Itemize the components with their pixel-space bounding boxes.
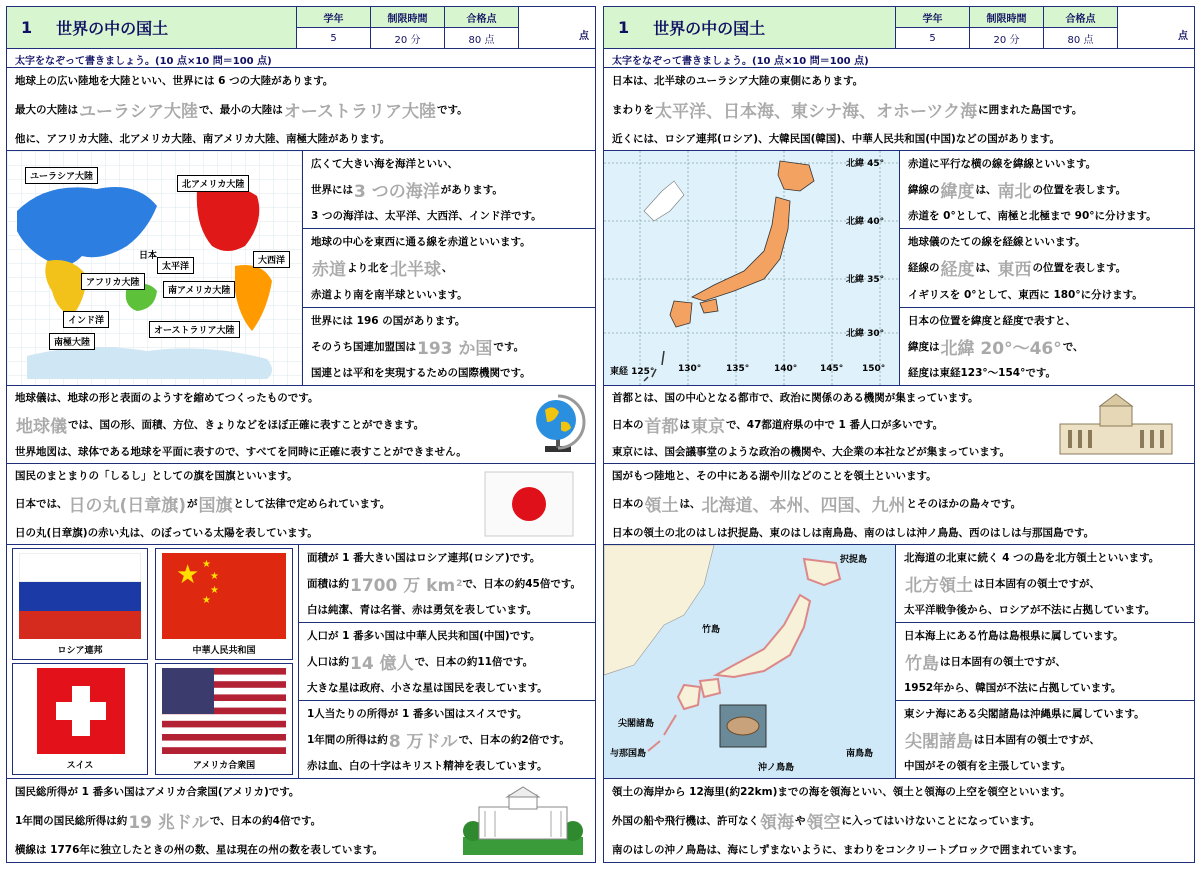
label-indian: インド洋 [63, 311, 109, 328]
text: 外国の船や飛行機は、許可なく [612, 814, 759, 827]
text-line: 領土の海岸から 12海里(約22km)までの海を領海といい、領土と領海の上空を領空といいます。 [612, 785, 1071, 798]
pass-cell [445, 7, 519, 48]
lat-45-label: 北緯 45° [846, 159, 885, 169]
text-line: 国がもつ陸地と、その中にある湖や川などのことを領土といいます。 [612, 470, 937, 483]
section-disputes [604, 545, 1194, 779]
usa-flag-icon [162, 668, 286, 754]
label-africa: アフリカ大陸 [81, 273, 145, 290]
trace-word[interactable]: 首都 [644, 416, 679, 437]
russia-block [299, 545, 595, 623]
text: があります。 [440, 184, 503, 197]
longitude-block [900, 229, 1194, 307]
flag-card-usa [155, 663, 293, 775]
text-line-trace [299, 571, 595, 596]
superscript: 2 [456, 578, 463, 589]
text-line: 横線は 1776年に独立したときの州の数、星は現在の州の数を表しています。 [15, 843, 384, 856]
text-line: 大きな星は政府、小さな星は国民を表しています。 [307, 682, 548, 694]
trace-word[interactable]: 1700 万 km [350, 576, 456, 596]
islands-map-image [604, 545, 896, 778]
text-line-trace [604, 491, 1194, 516]
header [7, 7, 595, 49]
text-line: 国民総所得が 1 番多い国はアメリカ合衆国(アメリカ)です。 [15, 785, 300, 798]
trace-word[interactable]: 日の丸(日章旗) [68, 496, 187, 517]
text: 日本の [612, 418, 644, 431]
text: は日本固有の領土ですが、 [940, 656, 1066, 668]
trace-word[interactable]: 領土 [644, 496, 679, 517]
instruction: 太字をなぞって書きましょう。(10 点×10 問＝100 点) [7, 49, 595, 68]
worksheet-left [6, 6, 596, 863]
section-territory [604, 464, 1194, 545]
text: 世界には [311, 184, 353, 197]
text: は日本固有の領土ですが、 [974, 734, 1100, 746]
lon-140-label: 140° [774, 364, 798, 374]
section-countries [7, 545, 595, 779]
svg-text:★: ★ [210, 571, 219, 582]
label-takeshima: 竹島 [702, 625, 721, 635]
text-line: 日の丸(日章旗)の赤い丸は、のぼっている太陽を表しています。 [15, 526, 318, 539]
svg-text:★: ★ [176, 560, 200, 590]
trace-word[interactable]: 赤道 [312, 260, 346, 281]
trace-word[interactable]: 19 兆ドル [128, 812, 209, 833]
grade-cell [896, 7, 970, 48]
section-usa [7, 779, 595, 861]
senkaku-block [896, 701, 1194, 778]
text-line: 1人当たりの所得が 1 番多い国はスイスです。 [307, 708, 528, 720]
label-atlantic: 大西洋 [253, 251, 290, 268]
trace-word[interactable]: 地球儀 [16, 416, 67, 437]
section-oceans [7, 151, 595, 386]
japan-latlong-map [604, 151, 900, 385]
unit-number: 1 [618, 18, 630, 37]
flag-caption: ロシア連邦 [57, 646, 103, 656]
text: の位置を表します。 [1032, 262, 1127, 275]
text-line: 地球儀のたての線を経線といいます。 [908, 236, 1086, 249]
label-australia: オーストラリア大陸 [149, 321, 240, 338]
text: で、 [1062, 340, 1084, 353]
text-line-trace [900, 334, 1194, 359]
text: より北を [347, 262, 389, 275]
pass-label: 合格点 [1065, 13, 1096, 25]
text-line: 日本海上にある竹島は島根県に属しています。 [904, 630, 1124, 642]
trace-word[interactable]: 北海道、本州、四国、九州 [701, 496, 906, 517]
takeshima-block [896, 623, 1194, 701]
russia-flag-icon [19, 553, 141, 639]
lon-150-label: 150° [862, 364, 886, 374]
label-etorofu: 択捉島 [840, 555, 868, 565]
text: では、国の形、面積、方位、きょりなどをほぼ正確に表すことができます。 [68, 418, 425, 431]
equator-block [303, 229, 595, 307]
text: で、日本の約4倍です。 [209, 814, 322, 827]
page-title [7, 7, 297, 48]
text-line: 近くには、ロシア連邦(ロシア)、大韓民国(韓国)、中華人民共和国(中国)などの国があります。 [612, 132, 1060, 145]
text-line: 広くて大きい海を海洋といい、 [311, 158, 458, 171]
text-line: 白は純潔、青は名誉、赤は勇気を表しています。 [307, 604, 538, 616]
text: 、 [442, 262, 453, 275]
grade-label: 学年 [323, 13, 344, 25]
oceans-block [303, 151, 595, 229]
japan-position-block [900, 308, 1194, 385]
time-label: 制限時間 [986, 13, 1027, 25]
text: は日本固有の領土ですが、 [974, 578, 1100, 590]
label-antarctica: 南極大陸 [49, 333, 95, 350]
text-line: 赤は血、白の十字はキリスト精神を表しています。 [307, 760, 548, 772]
trace-word[interactable]: 東京 [691, 416, 725, 437]
title-text: 世界の中の国土 [56, 19, 169, 38]
text-line-trace [900, 255, 1194, 280]
unit-number: 1 [21, 18, 33, 37]
text-line: 赤道を 0°として、南極と北極まで 90°に分けます。 [908, 210, 1157, 223]
text-line-trace [604, 97, 1194, 122]
globe-icon [527, 392, 587, 454]
section-territorial-waters [604, 779, 1194, 861]
text: です。 [436, 103, 468, 116]
text-line-trace [303, 255, 595, 280]
trace-word[interactable]: 太平洋、日本海、東シナ海、オホーツク海 [655, 101, 978, 122]
dispute-facts [896, 545, 1194, 778]
text-line: 北海道の北東に続く 4 つの島を北方領土といいます。 [904, 552, 1160, 564]
svg-text:★: ★ [202, 595, 211, 606]
lat-40-label: 北緯 40° [846, 217, 885, 227]
lon-130-label: 130° [678, 364, 702, 374]
text-line: 太平洋戦争後から、ロシアが不法に占拠しています。 [904, 604, 1156, 616]
text: まわりを [612, 103, 654, 116]
text-line: 経度は東経123°～154°です。 [908, 366, 1056, 379]
flag-grid [7, 545, 299, 778]
grade-value: 5 [896, 27, 969, 48]
trace-word[interactable]: 3 つの海洋 [354, 182, 440, 203]
title-text: 世界の中の国土 [653, 19, 766, 38]
text-line-trace [299, 649, 595, 674]
japan-map-image [604, 151, 900, 385]
text-line: 日本は、北半球のユーラシア大陸の東側にあります。 [612, 74, 864, 87]
text-line: 南のはしの沖ノ鳥島は、海にしずまないように、まわりをコンクリートブロックで囲まれています。 [612, 843, 1083, 856]
text-line: イギリスを 0°として、東西に 180°に分けます。 [908, 288, 1143, 301]
score-unit: 点 [579, 31, 589, 42]
text: に囲まれた島国です。 [978, 103, 1083, 116]
text-line-trace [7, 412, 595, 437]
text-line: 首都とは、国の中心となる都市で、政治に関係のある機関が集まっています。 [612, 391, 979, 404]
page-title [604, 7, 896, 48]
flag-card-russia [12, 548, 148, 660]
text-line-trace [303, 177, 595, 202]
text: の位置を表します。 [1032, 184, 1127, 197]
label-south-america: 南アメリカ大陸 [163, 281, 235, 298]
text: とそのほかの島々です。 [906, 498, 1022, 511]
trace-word[interactable]: オーストラリア大陸 [283, 101, 436, 122]
trace-word[interactable]: 14 億人 [350, 654, 414, 674]
trace-word[interactable]: 領海 [760, 812, 794, 833]
text-line-trace [299, 727, 595, 752]
text-line-trace [900, 177, 1194, 202]
lon-145-label: 145° [820, 364, 844, 374]
text: が [187, 498, 198, 511]
trace-word[interactable]: 193 か国 [417, 338, 493, 359]
text: は、 [679, 498, 701, 511]
text-line: 地球上の広い陸地を大陸といい、世界には 6 つの大陸があります。 [15, 74, 334, 87]
latitude-block [900, 151, 1194, 229]
text-line: 世界には 196 の国があります。 [311, 314, 466, 327]
label-japan: 日本 [139, 251, 158, 261]
text-line-trace [896, 727, 1194, 752]
text: や [795, 814, 806, 827]
text-line-trace [7, 97, 595, 122]
text-line: 1952年から、韓国が不法に占拠しています。 [904, 682, 1122, 694]
flag-card-china [155, 548, 293, 660]
text-line: 世界地図は、球体である地球を平面に表すので、すべてを同時に正確に表すことができません。 [15, 446, 467, 459]
text-line: 3 つの海洋は、太平洋、大西洋、インド洋です。 [311, 210, 542, 223]
country-facts [299, 545, 595, 778]
svg-text:★: ★ [202, 559, 211, 570]
section-japan-location [604, 68, 1194, 151]
ocean-facts [303, 151, 595, 385]
header [604, 7, 1194, 49]
text: 1年間の国民総所得は約 [15, 814, 128, 827]
trace-word[interactable]: ユーラシア大陸 [79, 101, 198, 122]
text: そのうち国連加盟国は [311, 340, 416, 353]
trace-word[interactable]: 南北 [997, 182, 1032, 203]
trace-word[interactable]: 東西 [997, 260, 1032, 281]
text-line: 東シナ海にある尖閣諸島は沖縄県に属しています。 [904, 708, 1145, 720]
grade-value: 5 [297, 27, 370, 48]
text-line: 東京には、国会議事堂のような政治の機関や、大企業の本社などが集まっています。 [612, 446, 1010, 459]
swiss-block [299, 701, 595, 778]
worksheet-right [603, 6, 1195, 863]
text-line: 国連とは平和を実現するための国際機関です。 [311, 366, 531, 379]
text: です。 [493, 340, 525, 353]
trace-word[interactable]: 尖閣諸島 [905, 732, 973, 752]
flag-caption: アメリカ合衆国 [192, 761, 256, 771]
flag-caption: 中華人民共和国 [192, 646, 256, 656]
time-value: 20 分 [970, 27, 1043, 48]
trace-word[interactable]: 北方領土 [905, 576, 973, 596]
text-line: 赤道に平行な横の線を緯線といいます。 [908, 158, 1097, 171]
text: は、 [975, 262, 997, 275]
china-flag-icon [162, 553, 286, 639]
score-unit: 点 [1178, 31, 1188, 42]
section-latlong [604, 151, 1194, 386]
text: 緯線の [908, 184, 940, 197]
china-block [299, 623, 595, 701]
text-line: 人口が 1 番多い国は中華人民共和国(中国)です。 [307, 630, 541, 642]
grade-cell [297, 7, 371, 48]
time-cell [970, 7, 1044, 48]
text: で、47都道府県の中で 1 番人口が多いです。 [726, 418, 944, 431]
trace-word[interactable]: 領空 [806, 812, 841, 833]
lon-125-label: 東経 125° [610, 367, 655, 377]
text-line: 面積が 1 番大きい国はロシア連邦(ロシア)です。 [307, 552, 541, 564]
text: で、最小の大陸は [199, 103, 283, 116]
text: 経線の [908, 262, 940, 275]
score-field[interactable] [1118, 7, 1194, 48]
text: 1年間の所得は約 [307, 734, 388, 746]
text: で、日本の約11倍です。 [414, 656, 534, 668]
world-map [7, 151, 303, 385]
trace-word[interactable]: 経度 [940, 260, 975, 281]
text: 日本の [612, 498, 644, 511]
japan-flag-icon [483, 470, 575, 538]
label-yonaguni: 与那国島 [610, 749, 647, 759]
score-field[interactable] [519, 7, 595, 48]
text: は、 [975, 184, 997, 197]
text: に入ってはいけないことになっています。 [841, 814, 1041, 827]
text: 面積は約 [307, 578, 349, 590]
un-block [303, 308, 595, 385]
grade-label: 学年 [922, 13, 943, 25]
pass-value: 80 点 [445, 27, 518, 48]
text-line: 日本の位置を緯度と経度で表すと、 [908, 314, 1076, 327]
text-line-trace [896, 649, 1194, 674]
instruction: 太字をなぞって書きましょう。(10 点×10 問＝100 点) [604, 49, 1194, 68]
section-national-flag [7, 464, 595, 545]
diet-building-icon [1056, 392, 1176, 458]
text-line: 国民のまとまりの「しるし」としての旗を国旗といいます。 [15, 470, 298, 483]
swiss-flag-icon [37, 668, 125, 754]
time-cell [371, 7, 445, 48]
text-line: 地球の中心を東西に通る線を赤道といいます。 [311, 236, 531, 249]
section-continents [7, 68, 595, 151]
lat-35-label: 北緯 35° [846, 275, 885, 285]
label-eurasia: ユーラシア大陸 [25, 167, 98, 184]
japan-islands-map [604, 545, 896, 778]
text: は [679, 418, 690, 431]
white-house-icon [463, 785, 583, 855]
text: として法律で定められています。 [233, 498, 391, 511]
trace-word[interactable]: 北半球 [390, 260, 441, 281]
label-north-america: 北アメリカ大陸 [177, 175, 249, 192]
trace-word[interactable]: 緯度 [940, 182, 975, 203]
label-pacific: 太平洋 [157, 257, 194, 274]
trace-word[interactable]: 竹島 [905, 654, 939, 674]
text: で、日本の約45倍です。 [462, 578, 581, 590]
svg-text:★: ★ [210, 585, 219, 596]
section-capital [604, 386, 1194, 464]
lon-135-label: 135° [726, 364, 750, 374]
text-line-trace [604, 808, 1194, 833]
trace-word[interactable]: 国旗 [198, 496, 233, 517]
text: 日本では、 [15, 498, 68, 511]
flag-card-swiss [12, 663, 148, 775]
pass-label: 合格点 [466, 13, 497, 25]
label-senkaku: 尖閣諸島 [618, 719, 655, 729]
text-line: 赤道より南を南半球といいます。 [311, 288, 468, 301]
text: で、日本の約2倍です。 [458, 734, 570, 746]
text: 緯度は [908, 340, 940, 353]
text: 人口は約 [307, 656, 349, 668]
text: 最大の大陸は [15, 103, 78, 116]
section-globe [7, 386, 595, 464]
pass-value: 80 点 [1044, 27, 1117, 48]
text-line: 他に、アフリカ大陸、北アメリカ大陸、南アメリカ大陸、南極大陸があります。 [15, 132, 391, 145]
northern-territories-block [896, 545, 1194, 623]
text-line: 中国がその領有を主張しています。 [904, 760, 1072, 772]
trace-word[interactable]: 北緯 20°～46° [940, 338, 1062, 359]
flag-caption: スイス [66, 761, 94, 771]
text-line: 地球儀は、地球の形と表面のようすを縮めてつくったものです。 [15, 391, 319, 404]
latlong-facts [900, 151, 1194, 385]
text-line-trace [896, 571, 1194, 596]
time-value: 20 分 [371, 27, 444, 48]
text-line-trace [303, 334, 595, 359]
time-label: 制限時間 [387, 13, 428, 25]
trace-word[interactable]: 8 万ドル [388, 732, 458, 752]
label-okinotori: 沖ノ鳥島 [758, 763, 795, 773]
pass-cell [1044, 7, 1118, 48]
label-minamitori: 南鳥島 [846, 749, 874, 759]
text-line: 日本の領土の北のはしは択捉島、東のはしは南鳥島、南のはしは沖ノ鳥島、西のはしは与那国島です。 [612, 526, 1095, 539]
lat-30-label: 北緯 30° [846, 329, 885, 339]
